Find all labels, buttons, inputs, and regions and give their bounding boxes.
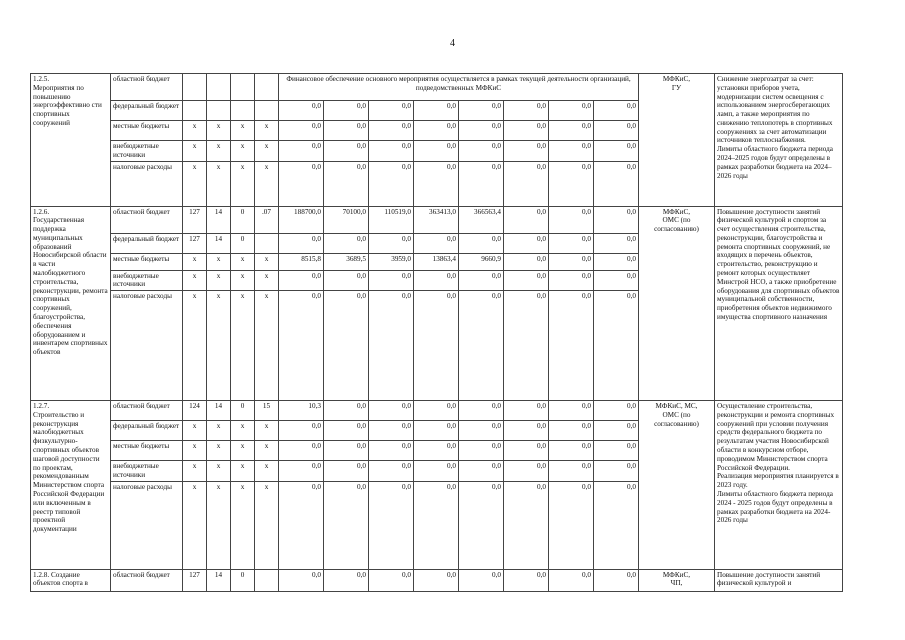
code-cell: х (207, 421, 231, 441)
funding-source-cell: областной бюджет (111, 74, 183, 101)
code-cell: х (255, 253, 279, 270)
code-cell: .07 (255, 206, 279, 233)
code-cell: х (207, 441, 231, 461)
value-cell: 0,0 (504, 421, 549, 441)
code-cell: 124 (183, 401, 207, 421)
measure-name-cell: 1.2.8. Создание объектов спорта в (31, 569, 111, 591)
value-cell: 0,0 (459, 291, 504, 401)
value-cell: 0,0 (594, 141, 639, 162)
value-cell: 0,0 (324, 233, 369, 253)
page-number: 4 (450, 38, 455, 49)
value-cell: 3689,5 (324, 253, 369, 270)
value-cell: 0,0 (414, 233, 459, 253)
value-cell: 0,0 (369, 161, 414, 206)
value-cell: 0,0 (279, 121, 324, 141)
value-cell: 10,3 (279, 401, 324, 421)
code-cell: х (231, 291, 255, 401)
value-cell: 0,0 (504, 461, 549, 482)
code-cell: 0 (231, 569, 255, 591)
value-cell: 0,0 (369, 121, 414, 141)
code-cell: 14 (207, 206, 231, 233)
code-cell: 14 (207, 233, 231, 253)
funding-source-cell: федеральный бюджет (111, 421, 183, 441)
value-cell: 0,0 (279, 441, 324, 461)
funding-source-cell: местные бюджеты (111, 253, 183, 270)
value-cell: 0,0 (414, 270, 459, 291)
code-cell: х (231, 161, 255, 206)
code-cell: х (231, 481, 255, 569)
value-cell: 0,0 (594, 461, 639, 482)
value-cell: 0,0 (414, 569, 459, 591)
value-cell: 0,0 (459, 161, 504, 206)
code-cell: х (183, 461, 207, 482)
value-cell: 0,0 (279, 233, 324, 253)
value-cell: 0,0 (414, 141, 459, 162)
funding-source-cell: налоговые расходы (111, 481, 183, 569)
value-cell: 0,0 (414, 481, 459, 569)
code-cell: х (255, 291, 279, 401)
value-cell: 0,0 (549, 401, 594, 421)
value-cell: 0,0 (414, 101, 459, 121)
value-cell: 8515,8 (279, 253, 324, 270)
code-cell: х (183, 441, 207, 461)
value-cell: 0,0 (504, 206, 549, 233)
value-cell: 0,0 (324, 441, 369, 461)
code-cell: 127 (183, 569, 207, 591)
value-cell: 0,0 (594, 206, 639, 233)
code-cell: х (231, 461, 255, 482)
value-cell: 0,0 (414, 461, 459, 482)
code-cell (255, 74, 279, 101)
measure-name-cell: 1.2.7. Строительство и реконструкция малобюджетных физкультурно-спортивных объектов шаговой доступности по проектам, рекомендованным Министерством спорта Российской Федерации или включенным в реестр типовой проектной документации (31, 401, 111, 570)
value-cell: 0,0 (279, 481, 324, 569)
value-cell: 0,0 (414, 291, 459, 401)
value-cell: 0,0 (594, 161, 639, 206)
code-cell: 127 (183, 233, 207, 253)
value-cell: 0,0 (504, 253, 549, 270)
value-cell: 0,0 (414, 441, 459, 461)
value-cell: 0,0 (459, 141, 504, 162)
code-cell: х (255, 161, 279, 206)
value-cell: 0,0 (549, 291, 594, 401)
value-cell: 363413,0 (414, 206, 459, 233)
value-cell: 0,0 (324, 141, 369, 162)
code-cell: х (231, 253, 255, 270)
value-cell: 0,0 (549, 101, 594, 121)
code-cell: х (207, 461, 231, 482)
value-cell: 0,0 (324, 401, 369, 421)
code-cell: 14 (207, 401, 231, 421)
value-cell: 0,0 (549, 253, 594, 270)
code-cell: х (207, 121, 231, 141)
value-cell: 0,0 (459, 121, 504, 141)
value-cell: 188700,0 (279, 206, 324, 233)
value-cell: 0,0 (594, 270, 639, 291)
value-cell: 0,0 (324, 101, 369, 121)
value-cell: 366563,4 (459, 206, 504, 233)
value-cell: 0,0 (369, 270, 414, 291)
value-cell: 0,0 (324, 569, 369, 591)
code-cell: х (255, 121, 279, 141)
code-cell: х (183, 161, 207, 206)
value-cell: 0,0 (549, 206, 594, 233)
value-cell: 0,0 (459, 233, 504, 253)
value-cell: 0,0 (369, 233, 414, 253)
value-cell: 0,0 (594, 481, 639, 569)
value-cell: 0,0 (459, 569, 504, 591)
value-cell: 0,0 (549, 481, 594, 569)
value-cell: 0,0 (369, 421, 414, 441)
value-cell: 0,0 (324, 270, 369, 291)
executor-cell: МФКиС, ГУ (639, 74, 715, 207)
value-cell: 0,0 (279, 101, 324, 121)
value-cell: 0,0 (549, 421, 594, 441)
merged-funding-note: Финансовое обеспечение основного мероприятия осуществляется в рамках текущей деятельности организаций, подведомственных МФКиС (279, 74, 639, 101)
value-cell: 0,0 (459, 421, 504, 441)
code-cell: х (183, 421, 207, 441)
value-cell: 0,0 (594, 569, 639, 591)
value-cell: 0,0 (594, 291, 639, 401)
value-cell: 0,0 (369, 101, 414, 121)
value-cell: 0,0 (279, 161, 324, 206)
code-cell: 127 (183, 206, 207, 233)
funding-source-cell: местные бюджеты (111, 441, 183, 461)
code-cell: 14 (207, 569, 231, 591)
value-cell: 0,0 (459, 401, 504, 421)
value-cell: 0,0 (369, 401, 414, 421)
code-cell (207, 101, 231, 121)
budget-table-body (31, 74, 843, 592)
value-cell: 0,0 (504, 441, 549, 461)
value-cell: 0,0 (549, 461, 594, 482)
value-cell: 0,0 (414, 121, 459, 141)
value-cell: 0,0 (279, 421, 324, 441)
funding-source-cell: местные бюджеты (111, 121, 183, 141)
value-cell: 0,0 (459, 101, 504, 121)
code-cell (255, 101, 279, 121)
code-cell: х (255, 270, 279, 291)
code-cell: х (183, 141, 207, 162)
funding-source-cell: федеральный бюджет (111, 101, 183, 121)
code-cell: х (207, 270, 231, 291)
value-cell: 0,0 (459, 461, 504, 482)
value-cell: 0,0 (504, 481, 549, 569)
measure-name-cell: 1.2.5. Мероприятия по повышению энергоэффективно сти спортивных сооружений (31, 74, 111, 207)
code-cell: х (255, 421, 279, 441)
table-row (31, 74, 843, 101)
executor-cell: МФКиС, ЧП, (639, 569, 715, 591)
expected-result-cell: Повышение доступности занятий физической культурой и спортом за счет осуществления строительства, реконструкции, благоустройства и ремонта спортивных сооружений, не входящих в перечень объектов, строительство, реконструкцию и ремонт которых осуществляет Минстрой НСО, а также приобретение оборудования для спортивных объектов муниципальной собственности, приобретения объектов недвижимого имущества спортивного назначения (715, 206, 843, 401)
code-cell (231, 101, 255, 121)
funding-source-cell: внебюджетные источники (111, 141, 183, 162)
funding-source-cell: внебюджетные источники (111, 270, 183, 291)
value-cell: 0,0 (279, 141, 324, 162)
value-cell: 0,0 (459, 481, 504, 569)
code-cell: х (231, 121, 255, 141)
table-row (31, 401, 843, 421)
code-cell: х (231, 141, 255, 162)
code-cell: х (231, 270, 255, 291)
code-cell: х (255, 481, 279, 569)
value-cell: 0,0 (414, 401, 459, 421)
value-cell: 0,0 (369, 291, 414, 401)
expected-result-cell: Повышение доступности занятий физической культурой и (715, 569, 843, 591)
value-cell: 0,0 (504, 569, 549, 591)
code-cell: х (183, 481, 207, 569)
value-cell: 0,0 (549, 141, 594, 162)
value-cell: 13863,4 (414, 253, 459, 270)
value-cell: 0,0 (549, 233, 594, 253)
value-cell: 0,0 (279, 270, 324, 291)
funding-source-cell: областной бюджет (111, 569, 183, 591)
value-cell: 0,0 (504, 270, 549, 291)
code-cell: х (183, 253, 207, 270)
funding-source-cell: налоговые расходы (111, 161, 183, 206)
value-cell: 0,0 (414, 421, 459, 441)
value-cell: 0,0 (504, 401, 549, 421)
expected-result-cell: Снижение энергозатрат за счет: установки приборов учета, модернизации систем освещения с использованием энергосберегающих ламп, а также мероприятия по снижению теплопотерь в спортивных сооружениях за счет автоматизации источников теплоснабжения. Лимиты областного бюджета периода 2024–2025 годов будут определены в рамках разработки бюджета на 2024–2026 годы (715, 74, 843, 207)
code-cell (255, 233, 279, 253)
budget-table (30, 73, 843, 592)
measure-name-cell: 1.2.6. Государственная поддержка муниципальных образований Новосибирской области в части малобюджетного строительства, реконструкции, ремонта спортивных сооружений, благоустройства, обеспечения оборудованием и инвентарем спортивных объектов (31, 206, 111, 401)
funding-source-cell: областной бюджет (111, 206, 183, 233)
value-cell: 0,0 (369, 569, 414, 591)
value-cell: 0,0 (324, 461, 369, 482)
funding-source-cell: налоговые расходы (111, 291, 183, 401)
value-cell: 0,0 (504, 291, 549, 401)
value-cell: 0,0 (594, 441, 639, 461)
code-cell (207, 74, 231, 101)
value-cell: 0,0 (369, 461, 414, 482)
code-cell: х (207, 141, 231, 162)
value-cell: 0,0 (549, 270, 594, 291)
table-row (31, 206, 843, 233)
value-cell: 0,0 (594, 121, 639, 141)
value-cell: 0,0 (549, 121, 594, 141)
value-cell: 0,0 (369, 141, 414, 162)
value-cell: 70100,0 (324, 206, 369, 233)
value-cell: 0,0 (594, 421, 639, 441)
value-cell: 0,0 (549, 569, 594, 591)
value-cell: 0,0 (549, 441, 594, 461)
code-cell: х (207, 481, 231, 569)
code-cell: х (255, 461, 279, 482)
code-cell: х (231, 441, 255, 461)
code-cell (183, 101, 207, 121)
code-cell: 0 (231, 401, 255, 421)
value-cell: 0,0 (594, 253, 639, 270)
code-cell: 0 (231, 206, 255, 233)
code-cell: х (231, 421, 255, 441)
funding-source-cell: внебюджетные источники (111, 461, 183, 482)
table-row (31, 569, 843, 591)
code-cell (255, 569, 279, 591)
value-cell: 9660,9 (459, 253, 504, 270)
value-cell: 3959,0 (369, 253, 414, 270)
code-cell: 15 (255, 401, 279, 421)
code-cell: х (207, 253, 231, 270)
value-cell: 0,0 (324, 481, 369, 569)
value-cell: 0,0 (459, 441, 504, 461)
value-cell: 0,0 (324, 161, 369, 206)
value-cell: 0,0 (549, 161, 594, 206)
value-cell: 0,0 (459, 270, 504, 291)
value-cell: 0,0 (594, 101, 639, 121)
code-cell: х (255, 141, 279, 162)
value-cell: 0,0 (279, 291, 324, 401)
code-cell: х (183, 121, 207, 141)
executor-cell: МФКиС, ОМС (по согласованию) (639, 206, 715, 401)
value-cell: 0,0 (324, 291, 369, 401)
funding-source-cell: федеральный бюджет (111, 233, 183, 253)
value-cell: 0,0 (504, 101, 549, 121)
value-cell: 0,0 (279, 569, 324, 591)
value-cell: 110519,0 (369, 206, 414, 233)
executor-cell: МФКиС, МС, ОМС (по согласованию) (639, 401, 715, 570)
value-cell: 0,0 (504, 141, 549, 162)
code-cell: х (255, 441, 279, 461)
code-cell (231, 74, 255, 101)
code-cell: 0 (231, 233, 255, 253)
value-cell: 0,0 (504, 121, 549, 141)
value-cell: 0,0 (594, 233, 639, 253)
code-cell: х (207, 291, 231, 401)
value-cell: 0,0 (324, 421, 369, 441)
value-cell: 0,0 (369, 481, 414, 569)
value-cell: 0,0 (369, 441, 414, 461)
funding-source-cell: областной бюджет (111, 401, 183, 421)
expected-result-cell: Осуществление строительства, реконструкции и ремонта спортивных сооружений при условии получения средств федерального бюджета по результатам участия Новосибирской области в конкурсном отборе, проводимом Министерством спорта Российской Федерации. Реализация мероприятия планируется в 2023 году. Лимиты областного бюджета периода 2024 - 2025 годов будут определены в рамках разработки бюджета на 2024-2026 годы (715, 401, 843, 570)
code-cell: х (183, 291, 207, 401)
code-cell: х (207, 161, 231, 206)
value-cell: 0,0 (504, 161, 549, 206)
code-cell: х (183, 270, 207, 291)
value-cell: 0,0 (594, 401, 639, 421)
value-cell: 0,0 (324, 121, 369, 141)
value-cell: 0,0 (504, 233, 549, 253)
value-cell: 0,0 (414, 161, 459, 206)
code-cell (183, 74, 207, 101)
value-cell: 0,0 (279, 461, 324, 482)
